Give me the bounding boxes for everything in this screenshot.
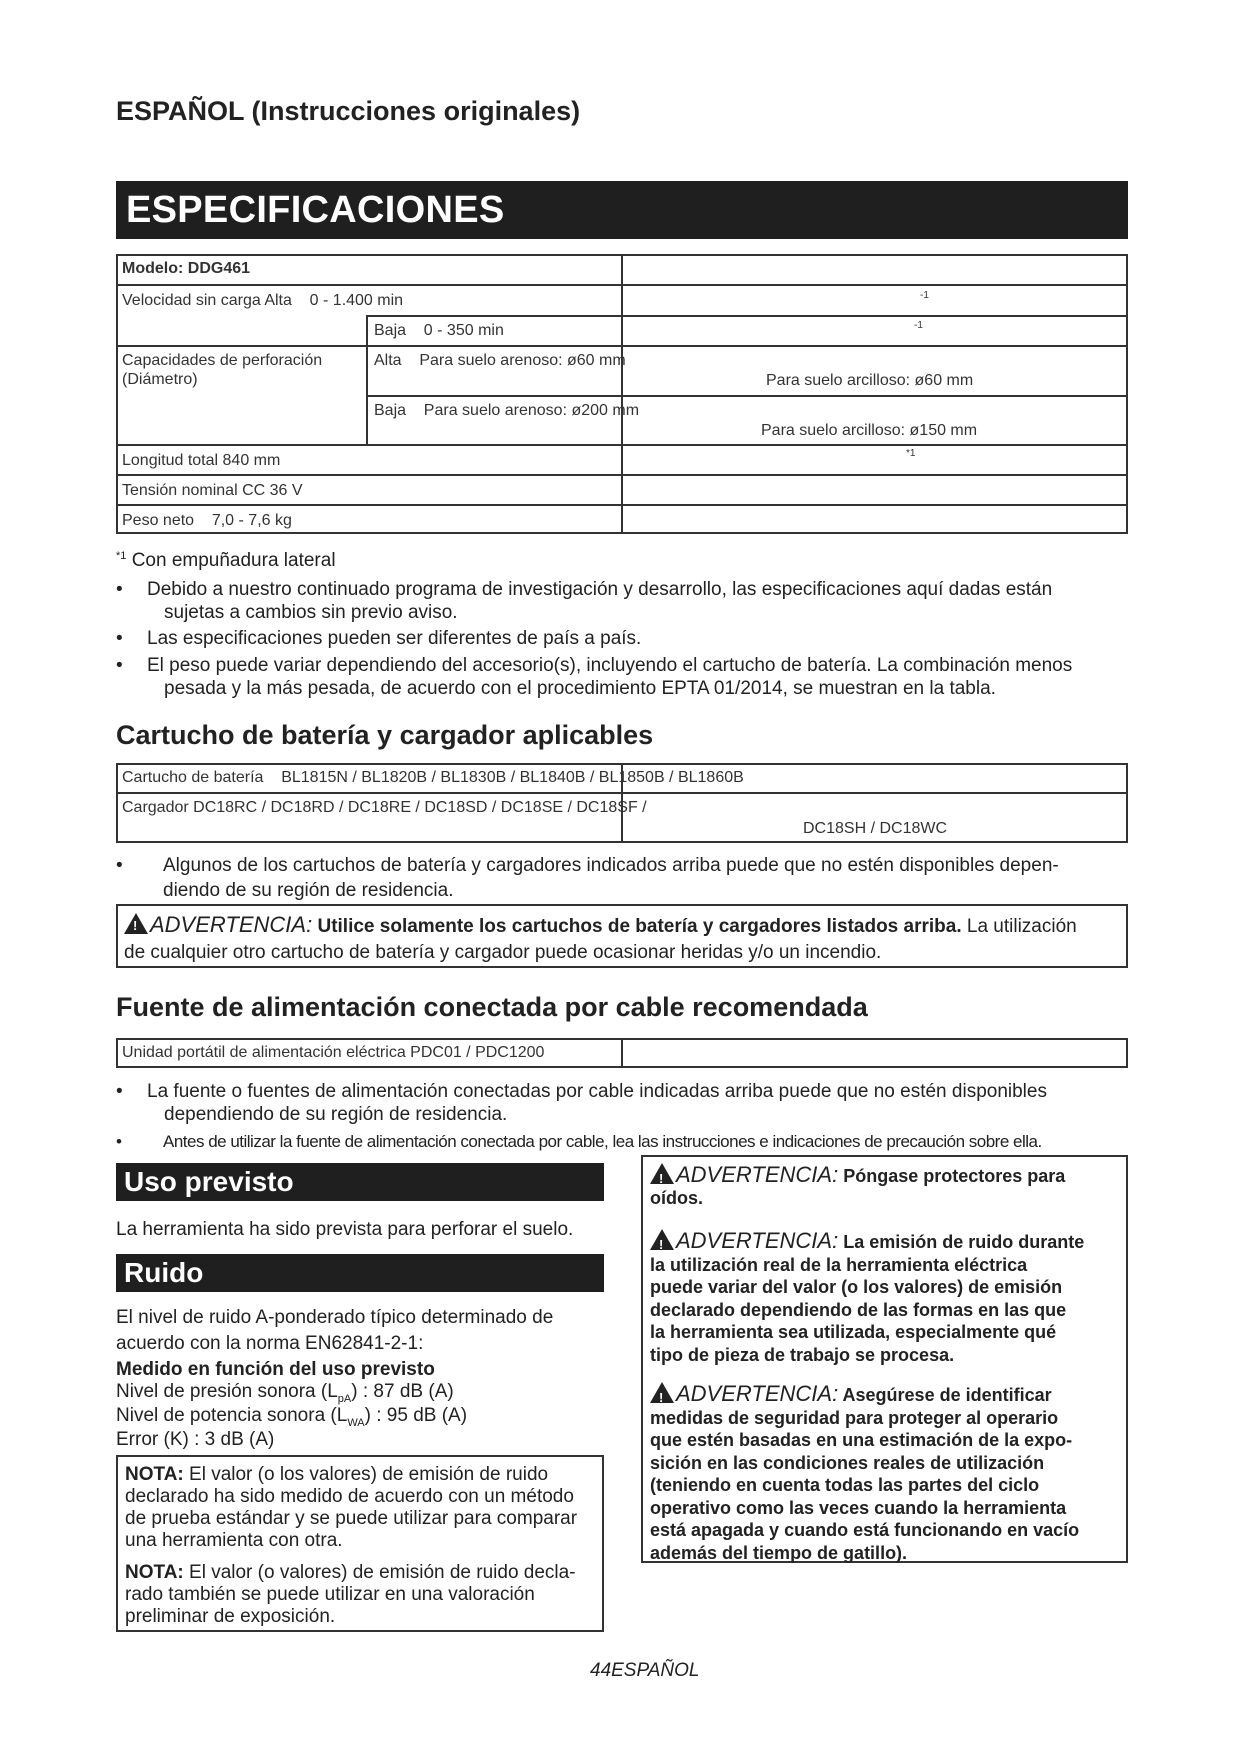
lwa-label: Nivel de potencia sonora (L xyxy=(116,1405,348,1426)
warning-triangle-icon xyxy=(650,1229,674,1250)
intended-use-text: La herramienta ha sido prevista para perforar el suelo. xyxy=(116,1219,574,1240)
power-bullet-1-line1: La fuente o fuentes de alimentación conectadas por cable indicadas arriba puede que no estén disponibles xyxy=(147,1081,1047,1102)
note-2-line2: rado también se puede utilizar en una valoración xyxy=(125,1584,535,1605)
warning-triangle-icon xyxy=(124,913,148,934)
noise-intro-line2: acuerdo con la norma EN62841-2-1: xyxy=(116,1333,424,1354)
capacity-label-2: (Diámetro) xyxy=(122,371,198,388)
warning-3-line4: sición en las condiciones reales de utilización xyxy=(650,1452,1045,1473)
power-bullet-1-line2: dependiendo de su región de residencia. xyxy=(164,1104,508,1125)
noise-warnings-box xyxy=(641,1155,1128,1563)
spec-bullet-3: • El peso puede variar dependiendo del accesorio(s), incluyendo el cartucho de batería. La combinación menos pesada y la más pesada, de acuerdo con el procedimiento EPTA 01/2014, se muestran en la tabla. xyxy=(116,654,1126,700)
note-1-line3: de prueba estándar y se puede utilizar para comparar xyxy=(125,1508,578,1529)
power-bullet-2: • Antes de utilizar la fuente de alimentación conectada por cable, lea las instrucciones e indicaciones de precaución sobre ella. xyxy=(116,1130,1126,1153)
charger-row: Cargador DC18RC / DC18RD / DC18RE / DC18SD / DC18SE / DC18SF / xyxy=(122,799,647,816)
spec-bullet-3-line1: El peso puede variar dependiendo del accesorio(s), incluyendo el cartucho de batería. La combinación menos xyxy=(147,655,1073,676)
power-bullet-1: • La fuente o fuentes de alimentación conectadas por cable indicadas arriba puede que no estén disponibles dependiendo de su región de residencia. xyxy=(116,1080,1126,1126)
spec-bullet-1: • Debido a nuestro continuado programa de investigación y desarrollo, las especificaciones aquí dadas están sujetas a cambios sin previo aviso. xyxy=(116,578,1126,624)
warning-2-line3: puede variar del valor (o los valores) de emisión xyxy=(650,1277,1063,1297)
error-value: Error (K) : 3 dB (A) xyxy=(116,1429,275,1450)
battery-note-line1: Algunos de los cartuchos de batería y cargadores indicados arriba puede que no estén disponibles depen- xyxy=(163,855,1059,876)
lpa-label: Nivel de presión sonora (L xyxy=(116,1381,338,1402)
warning-1-line1: Póngase protectores para xyxy=(843,1166,1066,1186)
warning-triangle-icon xyxy=(650,1382,674,1403)
capacity-low-clay: Para suelo arcilloso: ø150 mm xyxy=(761,422,978,439)
battery-warning-box xyxy=(116,904,1128,968)
warning-3-line7: está apagada y cuando está funcionando en vacío xyxy=(650,1520,1080,1540)
note-2-line3: preliminar de exposición. xyxy=(125,1606,336,1627)
battery-note: • Algunos de los cartuchos de batería y cargadores indicados arriba puede que no estén disponibles depen- diendo de su región de residencia. xyxy=(116,854,1126,900)
warning-2-line5: la herramienta sea utilizada, especialmente qué xyxy=(650,1322,1057,1342)
capacity-low-sand: Baja Para suelo arenoso: ø200 mm xyxy=(374,402,640,419)
spec-bullet-2-line1: Las especificaciones pueden ser diferentes de país a país. xyxy=(147,628,642,649)
spec-bullet-2: • Las especificaciones pueden ser diferentes de país a país. xyxy=(116,627,1126,650)
spec-bullet-3-line2: pesada y la más pesada, de acuerdo con el procedimiento EPTA 01/2014, se muestran en la tabla. xyxy=(164,678,996,699)
footnote-text: Con empuñadura lateral xyxy=(131,550,336,571)
lwa-subscript: WA xyxy=(347,1416,365,1429)
length-sup: *1 xyxy=(906,448,916,459)
model-label: Modelo: DDG461 xyxy=(122,260,251,277)
warning-1 xyxy=(650,1163,1126,1209)
note-2-line1: El valor (o valores) de emisión de ruido decla- xyxy=(183,1562,576,1583)
warning-1-label: ADVERTENCIA: xyxy=(676,1162,839,1187)
lpa-subscript: pA xyxy=(337,1392,352,1405)
page-footer: 44ESPAÑOL xyxy=(590,1660,700,1681)
capacity-high-clay: Para suelo arcilloso: ø60 mm xyxy=(766,372,974,389)
power-bullet-2-text: Antes de utilizar la fuente de alimentación conectada por cable, lea las instrucciones e indicaciones de precaución sobre ella. xyxy=(163,1132,1042,1151)
power-unit-row: Unidad portátil de alimentación eléctrica PDC01 / PDC1200 xyxy=(122,1044,545,1061)
warning-3-label: ADVERTENCIA: xyxy=(676,1381,839,1406)
battery-note-line2: diendo de su región de residencia. xyxy=(163,880,454,901)
warning-2-line2: la utilización real de la herramienta eléctrica xyxy=(650,1254,1028,1275)
note-1-label: NOTA: xyxy=(125,1464,184,1485)
warning-text-line2: de cualquier otro cartucho de batería y cargador puede ocasionar heridas y/o un incendio. xyxy=(124,942,882,963)
note-1 xyxy=(125,1464,577,1552)
lwa-value: ) : 95 dB (A) xyxy=(364,1405,468,1426)
power-heading: Fuente de alimentación conectada por cable recomendada xyxy=(116,992,868,1022)
note-1-line4: una herramienta con otra. xyxy=(125,1530,343,1551)
footnote-mark: *1 xyxy=(116,550,127,562)
warning-2-line4: declarado dependiendo de las formas en las que xyxy=(650,1299,1067,1320)
battery-heading: Cartucho de batería y cargador aplicables xyxy=(116,720,654,750)
measured-heading: Medido en función del uso previsto xyxy=(116,1359,435,1380)
specifications-banner: ESPECIFICACIONES xyxy=(116,181,1128,239)
noise-intro-line1: El nivel de ruido A-ponderado típico determinado de xyxy=(116,1307,554,1328)
noise-heading: Ruido xyxy=(116,1254,604,1292)
power-table xyxy=(116,1038,1128,1068)
net-weight: Peso neto 7,0 - 7,6 kg xyxy=(122,512,292,529)
warning-triangle-icon xyxy=(650,1163,674,1184)
speed-low-sup: -1 xyxy=(914,320,923,331)
page-language-title: ESPAÑOL (Instrucciones originales) xyxy=(116,96,581,126)
warning-3 xyxy=(650,1382,1126,1564)
warning-2-line6: tipo de pieza de trabajo se procesa. xyxy=(650,1344,955,1365)
warning-bold-text: Utilice solamente los cartuchos de batería y cargadores listados arriba. xyxy=(317,916,962,937)
capacity-label-1: Capacidades de perforación xyxy=(122,352,323,369)
warning-3-line2: medidas de seguridad para proteger al operario xyxy=(650,1407,1059,1428)
spec-bullet-1-line1: Debido a nuestro continuado programa de investigación y desarrollo, las especificaciones aquí dadas están xyxy=(147,579,1053,600)
warning-2 xyxy=(650,1229,1126,1366)
note-2 xyxy=(125,1562,576,1628)
intended-use-heading: Uso previsto xyxy=(116,1163,604,1201)
warning-3-line3: que estén basadas en una estimación de la expo- xyxy=(650,1430,1073,1450)
speed-low: Baja 0 - 350 min xyxy=(374,322,504,339)
speed-high-sup: -1 xyxy=(920,290,929,301)
warning-text: La utilización xyxy=(961,916,1077,937)
battery-row: Cartucho de batería BL1815N / BL1820B / BL1830B / BL1840B / BL1850B / BL1860B xyxy=(122,769,744,786)
warning-1-line2: oídos. xyxy=(650,1188,703,1208)
total-length: Longitud total 840 mm xyxy=(122,452,281,469)
warning-label: ADVERTENCIA: xyxy=(150,912,313,937)
specifications-table xyxy=(116,254,1128,534)
warning-3-line5: (teniendo en cuenta todas las partes del ciclo xyxy=(650,1475,1040,1495)
warning-3-line1: Asegúrese de identificar xyxy=(842,1385,1052,1405)
lpa-value: ) : 87 dB (A) xyxy=(351,1381,454,1402)
battery-table xyxy=(116,763,1128,843)
capacity-high-sand: Alta Para suelo arenoso: ø60 mm xyxy=(374,352,626,369)
spec-bullet-1-line2: sujetas a cambios sin previo aviso. xyxy=(164,602,458,623)
warning-2-label: ADVERTENCIA: xyxy=(676,1228,839,1253)
warning-3-line8: además del tiempo de gatillo). xyxy=(650,1542,908,1563)
noise-notes-box xyxy=(116,1455,604,1632)
charger-row-cont: DC18SH / DC18WC xyxy=(803,820,948,837)
speed-high: Velocidad sin carga Alta 0 - 1.400 min xyxy=(122,292,404,309)
warning-3-line6: operativo como las veces cuando la herramienta xyxy=(650,1497,1067,1518)
note-2-label: NOTA: xyxy=(125,1562,184,1583)
warning-2-line1: La emisión de ruido durante xyxy=(843,1232,1085,1252)
note-1-line1: El valor (o los valores) de emisión de ruido xyxy=(183,1464,549,1485)
footnote xyxy=(116,550,336,572)
nominal-voltage: Tensión nominal CC 36 V xyxy=(122,482,303,499)
note-1-line2: declarado ha sido medido de acuerdo con un método xyxy=(125,1486,574,1507)
